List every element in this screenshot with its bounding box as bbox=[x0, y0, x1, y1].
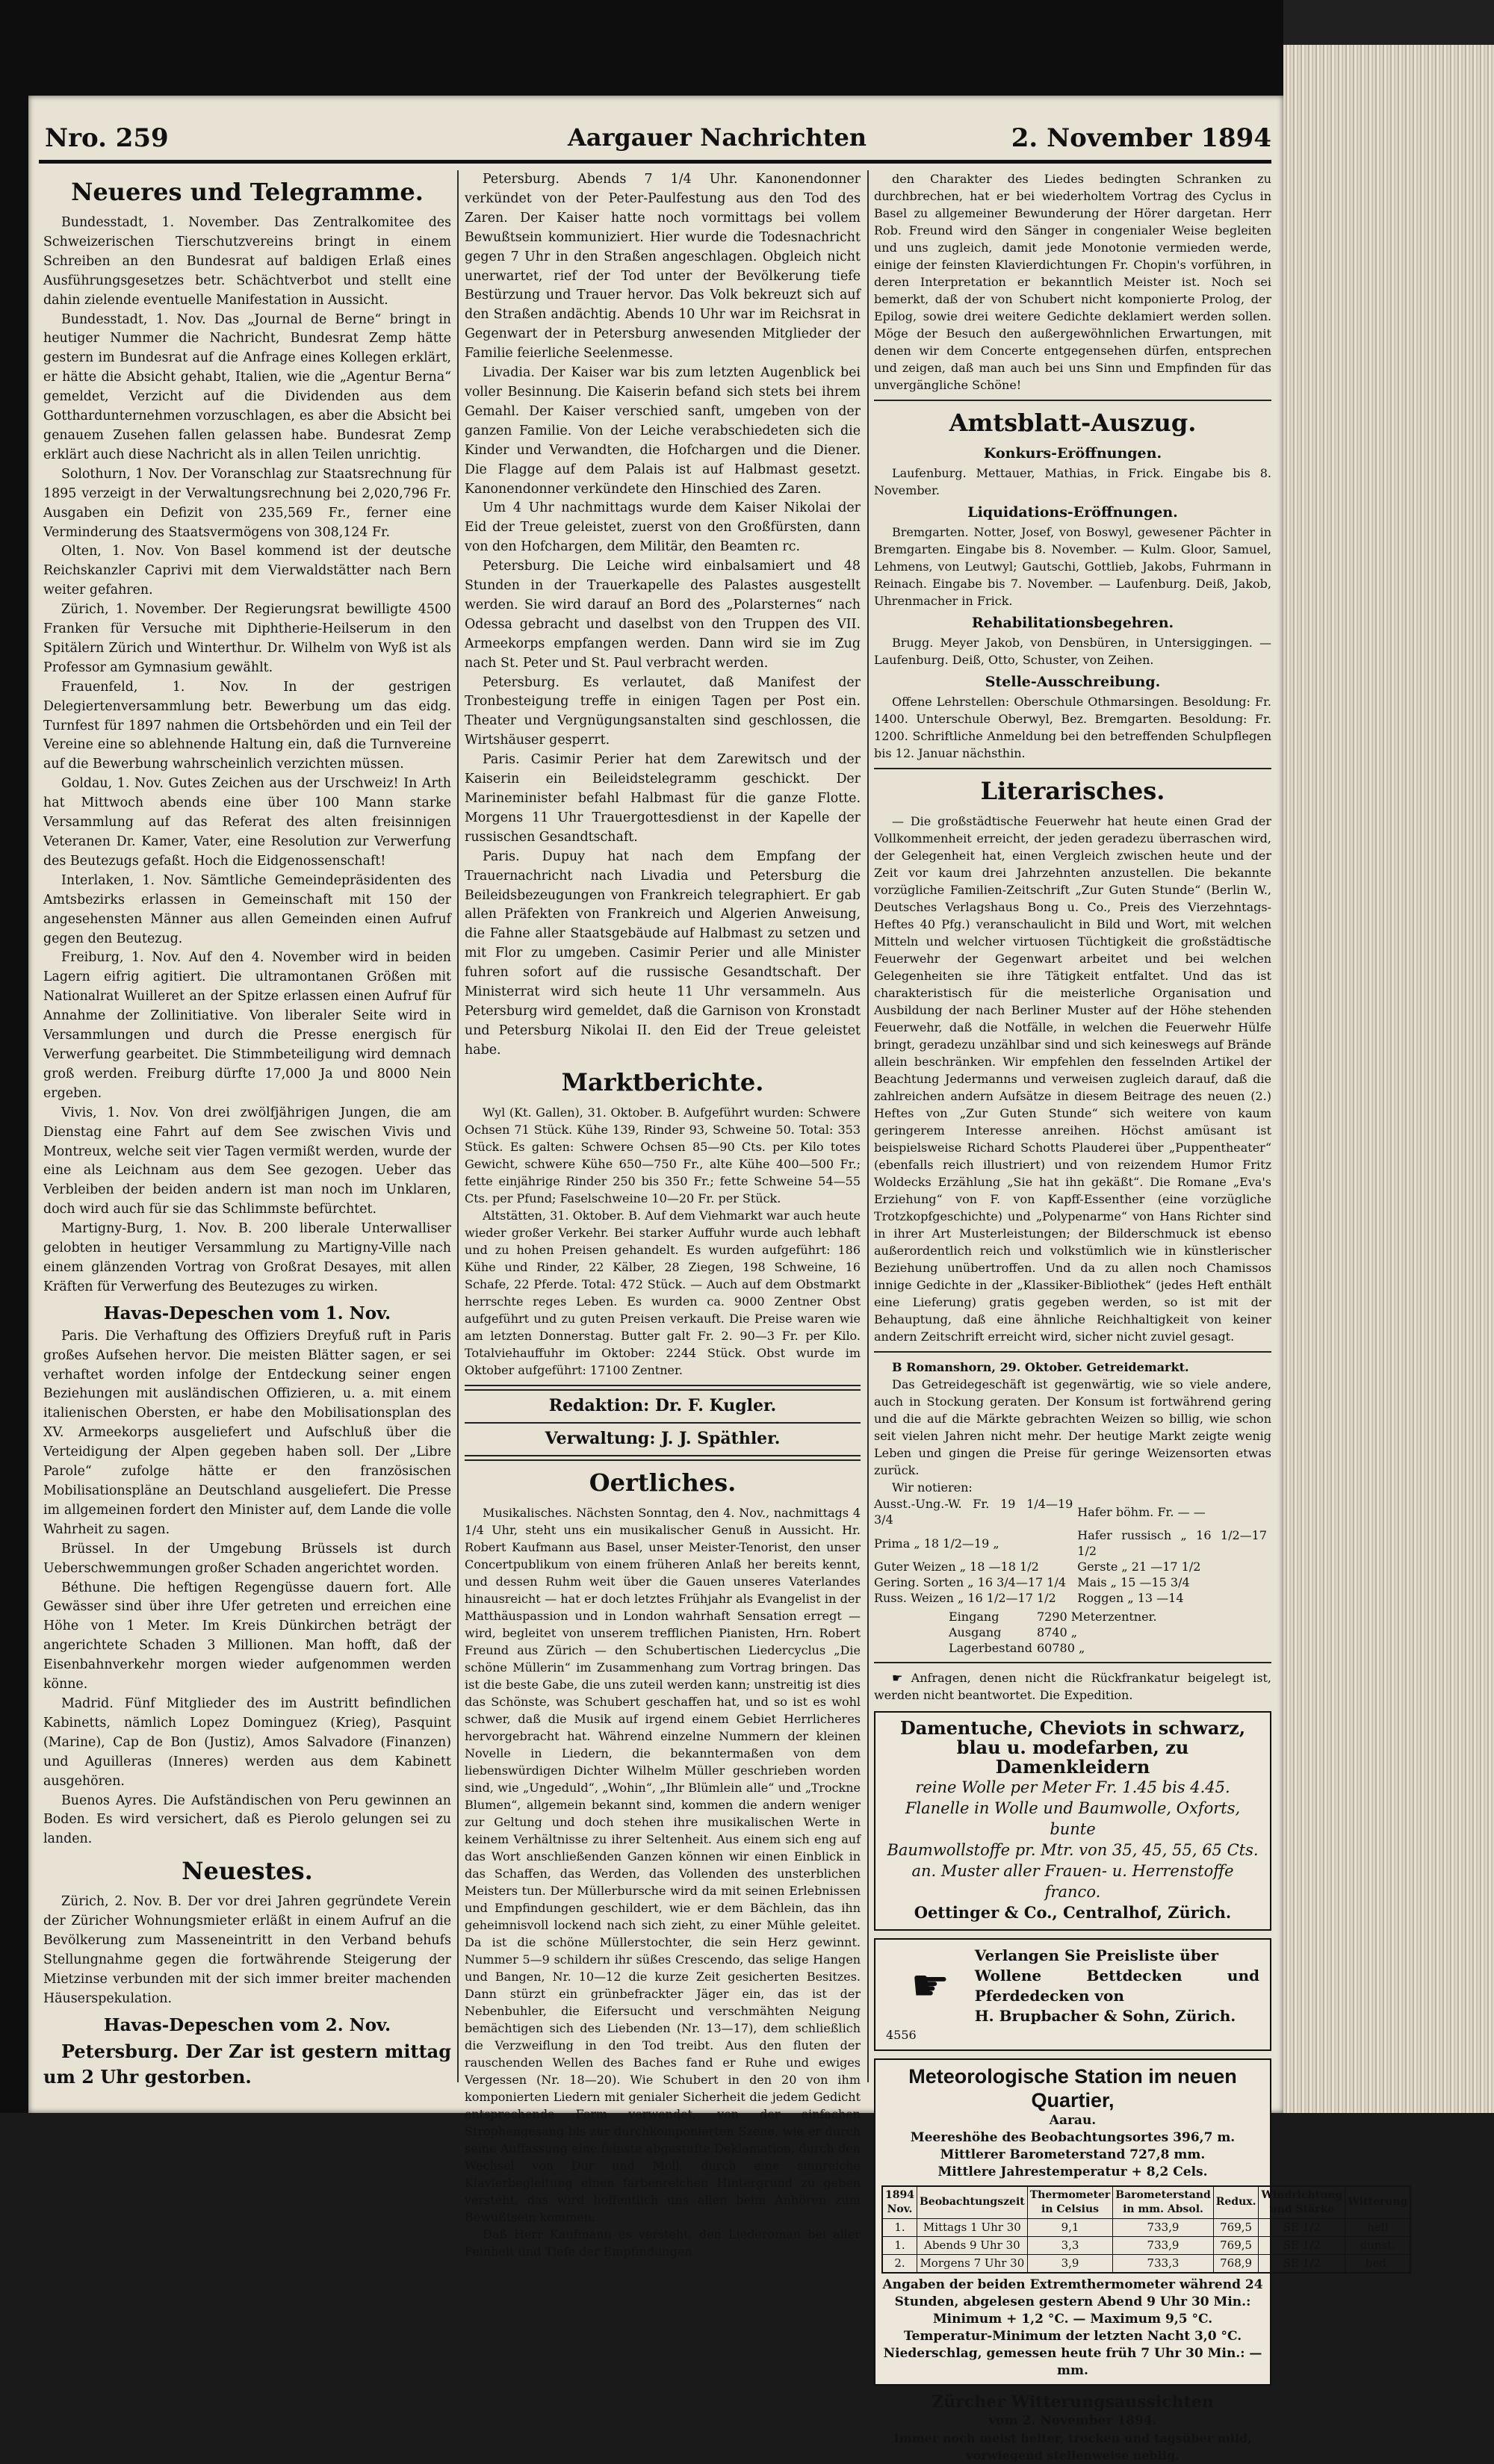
table-row bbox=[874, 1496, 1271, 1527]
station-info: Meereshöhe des Beobachtungsortes 396,7 m. bbox=[910, 2129, 1236, 2145]
subheading: Liquidations-Eröffnungen. bbox=[967, 504, 1178, 521]
market-report: Altstätten, 31. Oktober. B. Auf dem Viehmarkt war auch heute wieder großer Verkehr. Bei starker Auffuhr wurde auch lebhaft und zu hohen Preisen gehandelt. Es wurden aufgeführt: 186 Kühe und Rinder, 22 Kälber, 28 Ziegen, 198 Schweine, 16 Schafe, 22 Pferde. Total: 472 Stück. — Auch auf dem Obstmarkt herrschte reges Leben. Es wurden ca. 9000 Zentner Obst aufgeführt und zu guten Preisen verkauft. Die Preise waren wie am letzten Donnerstag. Butter galt Fr. 2. 90—3 Fr. per Kilo. Totalviehauffuhr im Oktober: 2244 Stück. Obst wurde im Oktober aufgeführt: 17100 Zentner. bbox=[465, 1208, 861, 1377]
forecast-text: Immer noch meist heiter, trocken und tagsüber mild, vorwiegend stellenweise neblig. bbox=[893, 2430, 1252, 2463]
section-heading: Neuestes. bbox=[182, 1857, 313, 1886]
market-note: Wir notieren: bbox=[892, 1480, 973, 1495]
column-header: Thermometer in Celsius bbox=[1027, 2186, 1113, 2219]
notice: Laufenburg. Mettauer, Mathias, in Frick. Eingabe bis 8. November. bbox=[874, 466, 1271, 497]
article-paragraph: Interlaken, 1. Nov. Sämtliche Gemeindepräsidenten des Amtsbezirks erlassen in Gemeinschaft mit 150 der angesehensten Männer aus allen Gemeinden einen Aufruf gegen den Beutezug. bbox=[43, 872, 451, 946]
table-cell: 1. bbox=[882, 2236, 917, 2254]
article-paragraph: Um 4 Uhr nachmittags wurde dem Kaiser Nikolai der Eid der Treue geleistet, zuerst von den Großfürsten, dann von den Hofchargen, dem Militär, den Beamten rc. bbox=[465, 500, 861, 555]
publisher-line: Verwaltung: J. J. Späthler. bbox=[545, 1428, 781, 1448]
night-min: Temperatur-Minimum der letzten Nacht 3,0 °C. bbox=[903, 2328, 1242, 2344]
precipitation: Niederschlag, gemessen heute früh 7 Uhr 30 Min.: — mm. bbox=[883, 2345, 1262, 2378]
extreme-note: Angaben der beiden Extremthermometer während 24 Stunden, abgelesen gestern Abend 9 Uhr 30 Min.: bbox=[882, 2277, 1263, 2309]
table-cell: 768,9 bbox=[1213, 2254, 1259, 2273]
article-paragraph: Martigny-Burg, 1. Nov. B. 200 liberale Unterwalliser gelobten in heutiger Versammlung zu Martigny-Ville nach einem glänzenden Vortrag von Großrat Desayes, mit allen Kräften für Verwerfung des Beutezuges zu wirken. bbox=[43, 1221, 451, 1294]
extreme-values: Minimum + 1,2 °C. — Maximum 9,5 °C. bbox=[932, 2311, 1213, 2327]
article-paragraph: Petersburg. Die Leiche wird einbalsamiert und 48 Stunden in der Trauerkapelle des Palastes ausgestellt werden. Sie wird darauf an Bord des „Polarsternes“ nach Odessa gebracht und daselbst von den Truppen des VII. Armeekorps empfangen werden. Dann wird sie im Zug nach St. Peter und St. Paul verbracht werden. bbox=[465, 559, 861, 671]
article-paragraph: Petersburg. Es verlautet, daß Manifest der Tronbesteigung treffe in einigen Tagen per Post ein. Theater und Vergnügungsanstalten sind geschlossen, die Wirtshäuser gesperrt. bbox=[465, 674, 861, 748]
table-row bbox=[949, 1609, 1162, 1624]
article-paragraph: Solothurn, 1 Nov. Der Voranschlag zur Staatsrechnung für 1895 verzeigt in der Verwaltungsrechnung bei 2,020,796 Fr. Ausgaben ein Defizit von 235,569 Fr., ferner eine Verminderung des Staatsvermögens von 308,124 Fr. bbox=[43, 466, 451, 540]
subheading: Konkurs-Eröffnungen. bbox=[983, 445, 1162, 462]
ad-text bbox=[975, 1946, 1259, 2026]
table-cell: 733,9 bbox=[1113, 2218, 1213, 2236]
issue-date: 2. November 1894 bbox=[1011, 123, 1271, 153]
station-info: Mittlerer Barometerstand 727,8 mm. bbox=[940, 2147, 1206, 2162]
table-row bbox=[874, 1559, 1271, 1574]
table-cell: Ausgang bbox=[949, 1625, 1002, 1639]
divider bbox=[465, 1455, 861, 1461]
table-cell: bed. bbox=[1345, 2254, 1411, 2273]
table-cell: SE 1/2 bbox=[1259, 2254, 1345, 2273]
section-heading: Marktberichte. bbox=[561, 1067, 764, 1096]
forecast-date: vom 2. November 1894. bbox=[988, 2412, 1157, 2428]
table-cell: 60780 „ bbox=[1036, 1641, 1085, 1655]
masthead bbox=[45, 123, 1271, 153]
table-cell: hell bbox=[1345, 2218, 1411, 2236]
notice-text: Anfragen, denen nicht die Rückfrankatur beigelegt ist, werden nicht beantwortet. Die Expedition. bbox=[874, 1671, 1271, 1702]
ad-line: Baumwollstoffe pr. Mtr. von 35, 45, 55, 65 Cts. bbox=[887, 1840, 1259, 1859]
column-header: Redux. bbox=[1213, 2186, 1259, 2219]
ad-title: Damentuche, Cheviots in schwarz, blau u. modefarben, zu Damenkleidern bbox=[899, 1717, 1246, 1778]
ad-advertiser: Oettinger & Co., Centralhof, Zürich. bbox=[914, 1902, 1232, 1922]
divider bbox=[874, 1351, 1271, 1353]
advertisement-textiles bbox=[874, 1711, 1271, 1931]
table-cell: dunst. bbox=[1345, 2236, 1411, 2254]
column-rule bbox=[457, 170, 459, 2082]
ad-line: Verlangen Sie Preisliste über bbox=[974, 1946, 1219, 1964]
article-paragraph: Musikalisches. Nächsten Sonntag, den 4. Nov., nachmittags 4 1/4 Uhr, steht uns ein musikalischer Genuß in Aussicht. Hr. Robert Kaufmann aus Basel, unser Meister-Tenorist, den unser Concertpublikum von einem früheren Anlaß her bereits kennt, und dessen Ruhm weit über die Gauen unseres Vaterlandes hinausreicht — hat er doch letztes Frühjahr als Evangelist in der Matthäuspassion und in London wahrhaft Sensation erregt — wird, begleitet von unserem trefflichen Pianisten, Hrn. Robert Freund aus Zürich — den Schubertischen Liedercyclus „Die schöne Müllerin“ im Zusammenhang zum Vortrag bringen. Das ist die beste Gabe, die uns zuteil werden kann; unstreitig ist dies das Schönste, was Schubert geschaffen hat, und so ist es wohl schwer, daß die Musik auf irgend einem Gebiet Herrlicheres hervorgebracht hat. Während einzelne Nummern der kleinen Novelle in Liedern, die bekanntermaßen von dem liebenswürdigen Dichter Wilhelm Müller geschrieben worden sind, wie „Ungeduld“, „Wohin“, „Ihr Blümlein alle“ und „Trockne Blumen“, allgemein bekannt sind, kommen die andern weniger zur Geltung und doch stehen ihre musikalischen Werte in keinem Verhältnisse zu ihrer Seltenheit. Aus einem sich eng auf das Wort anschließenden Ganzen können wir einen Einblick in das Schaffen, das Werden, das Vollenden des unsterblichen Meisters tun. Der Müllerbursche wird da mit seinen Erlebnissen und Empfindungen geschildert, wie er dem Bächlein, das ihn geheimnisvoll lockend nach sich zieht, zu einer Mühle geleitet. Da ist die schöne Müllerstochter, die sein Herz gewinnt. Nummer 5—9 schildern ihr süßes Crescendo, das selige Hangen und Bangen, Nr. 10—12 die kurze Zeit gesicherten Besitzes. Dann stürzt ein grünbefrackter Jäger ein, das ist der Nebenbuhler, die Eifersucht und verschmähten Neigung bemächtigen sich des Liebenden (Nr. 13—17), dem schließlich die Verzweiflung in den Tod treibt. Aus den fluten der rauschenden Wellen des Baches fand er Ruhe und ewiges Vergessen (Nr. 18—20). Wie Schubert in den 20 von ihm komponierten Liedern mit genialer Sicherheit die jedem Gedicht entsprechende Form verwendet, von der einfachen Strophengesang bis zur durchkomponierten Szene, wie er durch seine Auffassung eine feinste abgestufte Deklamation, durch den Wechsel von Dur und Moll, durch eine sinnreiche Klavierbegleitung einen farbenreichen Hintergrund zu geben versteht, das wird hoffentlich uns allen beim Anhören zum Bewußtsein kommen. bbox=[465, 1505, 861, 2224]
table-cell: Abends 9 Uhr 30 bbox=[917, 2236, 1027, 2254]
headline-news: Petersburg. Der Zar ist gestern mittag um 2 Uhr gestorben. bbox=[43, 2040, 451, 2088]
issue-number: Nro. 259 bbox=[45, 123, 169, 153]
article-paragraph: Paris. Dupuy hat nach dem Empfang der Trauernachricht nach Livadia und Petersburg die Beileidsbezeugungen von Frankreich telegraphiert. Er gab allen Präfekten von Frankreich und Algerien Anweisung, die Fahne aller Staatsgebäude auf Halbmast zu setzen und mit Flor zu umgeben. Casimir Perier und alle Minister fuhren sofort auf die russische Gesandtschaft. Der Ministerrat wird sich heute 11 Uhr versammeln. Aus Petersburg wird gemeldet, daß die Garnison von Kronstadt und Petersburg Nikolai II. den Eid der Treue geleistet habe. bbox=[465, 848, 861, 1058]
article-paragraph: Paris. Die Verhaftung des Offiziers Dreyfuß ruft in Paris großes Aufsehen hervor. Die meisten Blätter sagen, er sei verhaftet worden infolge der Entdeckung seiner engen Beziehungen mit ausländischen Offizieren, u. a. mit einem italienischen Obersten, er habe den Mobilisationsplan des XV. Armeekorps ausgeliefert und Aufschluß über die Verteidigung der Alpen gegeben haben soll. Der „Libre Parole“ zufolge hätte er den französischen Mobilisationspläne an Deutschland ausgeliefert. Die Presse im allgemeinen fordert den Minister auf, dem Lande die volle Wahrheit zu sagen. bbox=[43, 1328, 451, 1537]
article-paragraph: Daß Herr Kaufmann es versteht, den Liederoman bei aller Feinheit und Tiefe der Empfindungen bbox=[465, 2226, 861, 2259]
column-rule bbox=[867, 170, 869, 2082]
table-cell: 3,3 bbox=[1027, 2236, 1113, 2254]
editor-line: Redaktion: Dr. F. Kugler. bbox=[548, 1395, 777, 1415]
column-header: Witterung bbox=[1345, 2186, 1411, 2219]
advertisement-blankets bbox=[874, 1938, 1271, 2051]
market-report: Das Getreidegeschäft ist gegenwärtig, wie so viele andere, auch in Stockung geraten. Der Konsum ist fortwährend gering und die auf die Märkte gebrachten Weizen so billig, wie schon seit vielen Jahren nicht mehr. Der heutige Markt zeigte wenig Leben und gingen die Preise für geringe Weizensorten etwas zurück. bbox=[874, 1377, 1271, 1477]
table-cell: SE 1/2 bbox=[1259, 2236, 1345, 2254]
article-paragraph: Goldau, 1. Nov. Gutes Zeichen aus der Urschweiz! In Arth hat Mittwoch abends eine über 100 Mann starke Versammlung auf das Referat des alten freisinnigen Veteranen Dr. Kamer, Vater, eine Resolution zur Verwerfung des Beutezugs gefaßt. Hoch die Eidgenossenschaft! bbox=[43, 776, 451, 869]
table-cell: SE 1/2 bbox=[1259, 2218, 1345, 2236]
notice: Bremgarten. Notter, Josef, von Boswyl, gewesener Pächter in Bremgarten. Eingabe bis 8. November. — Kulm. Gloor, Samuel, Lehmens, von Leutwyl; Gautschi, Gottlieb, Jakobs, Fuhrmann in Reinach. Eingabe bis 7. November. — Laufenburg. Deiß, Jakob, Uhrenmacher in Frick. bbox=[874, 525, 1271, 608]
weather-station-box bbox=[874, 2058, 1408, 2386]
page-edge-stack bbox=[1283, 45, 1494, 2113]
station-title: Meteorologische Station im neuen Quartier, bbox=[908, 2064, 1237, 2111]
masthead-rule bbox=[39, 160, 1271, 164]
table-row bbox=[882, 2254, 1410, 2273]
ad-line: an. Muster aller Frauen- u. Herrenstoffe franco. bbox=[911, 1861, 1234, 1901]
stock-table bbox=[949, 1609, 1162, 1656]
section-heading: Amtsblatt-Auszug. bbox=[949, 409, 1197, 437]
table-row bbox=[882, 2236, 1410, 2254]
table-cell: Roggen „ 13 —14 bbox=[1077, 1591, 1184, 1605]
article-paragraph: — Die großstädtische Feuerwehr hat heute einen Grad der Vollkommenheit erreicht, der jeden geradezu überraschen wird, der Gelegenheit hat, einen Vergleich zwischen heute und der Zeit vor kaum drei Jahrzehnten anzustellen. Die bekannte vorzügliche Familien-Zeitschrift „Zur Guten Stunde“ (Berlin W., Deutsches Verlagshaus Bong u. Co., Preis des Vierzehntags-Heftes 40 Pfg.) veranschaulicht in Bild und Wort, mit welchen Mitteln und welcher virtuosen Tüchtigkeit die großstädtische Feuerwehr der Gegenwart arbeitet und bei welchen Gelegenheiten sie ihre Tätigkeit entfaltet. Und das ist charakteristisch für die meisterliche Organisation und Ausbildung der nach Berliner Muster auf der Höhe stehenden Feuerwehr, daß die Notfälle, in welchen die Feuerwehr Hülfe bringt, geradezu unzählbar sind und sich keineswegs auf Brände allein beschränken. Wir empfehlen den fesselnden Artikel der Beachtung Jedermanns und verweisen zugleich darauf, daß die zahlreichen andern Aufsätze in diesem Beitrage des neuen (2.) Heftes von „Zur Guten Stunde“ sich weitere von kaum geringerem Interesse anreihen. Höchst amüsant ist beispielsweise Richard Schotts Plauderei über „Puppentheater“ (ebenfalls reich illustriert) und von reizendem Humor Fritz Woldecks Erzählung „Sie hat ihn gekäßt“. Die Romane „Eva's Erziehung“ von F. von Kapff-Essenther (eine vorzügliche Trotzkopfgeschichte) und „Polypenarme“ von Hans Richter sind in ihrer Art Musterleistungen; der Bilderschmuck ist ebenso außerordentlich reich und volkstümlich wie in künstlerischer Beziehung unübertroffen. Und da zu allen noch Chamissos innige Gedichte in der „Klassiker-Bibliothek“ (jedes Heft enthält eine Lieferung) gratis gegeben werden, so ist mit der Behauptung, daß eine ähnliche Reichhaltigkeit von keiner andern Zeitschrift erreicht wird, sicher nicht zuviel gesagt. bbox=[874, 814, 1271, 1344]
table-cell: 1. bbox=[882, 2218, 917, 2236]
subheading: Stelle-Ausschreibung. bbox=[985, 674, 1161, 690]
table-cell: 2. bbox=[882, 2254, 917, 2273]
table-cell: Lagerbestand bbox=[949, 1641, 1032, 1655]
notice: Offene Lehrstellen: Oberschule Othmarsingen. Besoldung: Fr. 1400. Unterschule Oberwyl, Bez. Bremgarten. Besoldung: Fr. 1200. Schriftliche Anmeldung bei den betreffenden Schulpflegen bis 12. Januar nächsthin. bbox=[874, 695, 1271, 760]
table-cell: Mais „ 15 —15 3/4 bbox=[1077, 1575, 1190, 1589]
table-cell: Gerste „ 21 —17 1/2 bbox=[1077, 1560, 1201, 1574]
article-paragraph: Brüssel. In der Umgebung Brüssels ist durch Ueberschwemmungen großer Schaden angerichtet worden. bbox=[43, 1541, 451, 1576]
article-paragraph: Olten, 1. Nov. Von Basel kommend ist der deutsche Reichskanzler Caprivi mit dem Vierwaldstätter nach Bern weiter gefahren. bbox=[43, 544, 451, 598]
table-cell: 8740 „ bbox=[1036, 1625, 1078, 1639]
table-cell: 9,1 bbox=[1027, 2218, 1113, 2236]
article-paragraph: Madrid. Fünf Mitglieder des im Austritt befindlichen Kabinetts, nämlich Lopez Dominguez (Krieg), Pasquint (Marine), Cap de Bon (Justiz), Amos Salvadore (Finanzen) und Aguilleras (Inneres) werden aus dem Kabinett ausgehören. bbox=[43, 1695, 451, 1789]
article-paragraph: Paris. Casimir Perier hat dem Zarewitsch und der Kaiserin ein Beileidstelegramm geschickt. Der Marineminister befahl Halbmast für die ganze Flotte. Morgens 11 Uhr Trauergottesdienst in der Kapelle der russischen Gesandtschaft. bbox=[465, 752, 861, 845]
table-row bbox=[949, 1640, 1162, 1656]
column-header: Windrichtung und Stärke bbox=[1259, 2186, 1345, 2219]
column-1 bbox=[43, 170, 451, 2090]
article-paragraph: Freiburg, 1. Nov. Auf den 4. November wird in beiden Lagern eifrig agitiert. Die ultramontanen Größen mit Nationalrat Wuilleret an der Spitze erlassen einen Aufruf für Annahme der Zollinitiative. Von liberaler Seite wird in Versammlungen und durch die Presse energisch für Verwerfung gearbeitet. Die Stimmbeteiligung wird demnach groß werden. Freiburg dürfte 17,000 Ja und 8000 Nein ergeben. bbox=[43, 950, 451, 1101]
divider bbox=[465, 1385, 861, 1391]
station-place: Aarau. bbox=[1049, 2112, 1097, 2128]
ad-body bbox=[886, 1946, 1259, 2026]
divider bbox=[874, 1662, 1271, 1663]
forecast-title: Zürcher Witterungsaussichten bbox=[932, 2392, 1214, 2412]
pointing-hand-icon: ☛ bbox=[911, 1959, 950, 2011]
table-cell: Russ. Weizen „ 16 1/2—17 1/2 bbox=[874, 1591, 1056, 1605]
paper-title: Aargauer Nachrichten bbox=[568, 123, 867, 152]
table-row bbox=[882, 2218, 1410, 2236]
article-paragraph: Béthune. Die heftigen Regengüsse dauern fort. Alle Gewässer sind über ihre Ufer getreten und erreichen eine Höhe von 1 Meter. Im Kreis Dünkirchen beträgt der angerichtete Schaden 3 Millionen. Man hofft, daß der Eisenbahnverkehr morgen wieder aufgenommen werden könne. bbox=[43, 1580, 451, 1692]
table-cell: Morgens 7 Uhr 30 bbox=[917, 2254, 1027, 2273]
table-cell: Hafer russisch „ 16 1/2—17 1/2 bbox=[1077, 1528, 1267, 1558]
ad-number: 4556 bbox=[886, 2027, 917, 2042]
column-3 bbox=[874, 170, 1408, 2464]
section-heading: Neueres und Telegramme. bbox=[71, 178, 424, 206]
article-paragraph: Petersburg. Abends 7 1/4 Uhr. Kanonendonner verkündet von der Peter-Paulfestung aus den Tod des Zaren. Der Kaiser hatte noch vormittags bei vollem Bewußtsein kommuniziert. Hier wurde die Todesnachricht gegen 7 Uhr in den Straßen angeschlagen. Obgleich nicht unerwartet, rief der Tod unter der Bevölkerung tiefe Bestürzung und Trauer hervor. Das Volk bekreuzt sich auf den Straßen andächtig. Abends 10 Uhr war im Reichsrat in Gegenwart der in Petersburg anwesenden Mitglieder der Familie feierliche Seelenmesse. bbox=[465, 172, 861, 361]
article-paragraph: Frauenfeld, 1. Nov. In der gestrigen Delegiertenversammlung betr. Bewerbung um das eidg. Turnfest für 1897 nahmen die Ortsbehörden und ein Teil der Vereine eine so ablehnende Haltung ein, daß die Turnvereine auf die Bewerbung wahrscheinlich verzichten müssen. bbox=[43, 679, 451, 772]
notice: Brugg. Meyer Jakob, von Densbüren, in Untersiggingen. — Laufenburg. Deiß, Otto, Schuster, von Zeihen. bbox=[874, 636, 1271, 667]
pointing-hand-icon: ☛ bbox=[892, 1671, 911, 1685]
table-cell: Prima „ 18 1/2—19 „ bbox=[874, 1536, 999, 1551]
table-row bbox=[874, 1590, 1271, 1606]
subheading: Rehabilitationsbegehren. bbox=[971, 615, 1174, 631]
table-cell: 7290 Meterzentner. bbox=[1036, 1610, 1157, 1624]
station-info: Mittlere Jahrestemperatur + 8,2 Cels. bbox=[937, 2164, 1208, 2179]
ad-line: Wollene Bettdecken und Pferdedecken von bbox=[974, 1966, 1259, 2005]
table-cell: Mittags 1 Uhr 30 bbox=[917, 2218, 1027, 2236]
column-header: Barometerstand in mm. Absol. bbox=[1113, 2186, 1213, 2219]
divider bbox=[465, 1422, 861, 1424]
ad-line: Flanelle in Wolle und Baumwolle, Oxforts, bunte bbox=[905, 1799, 1241, 1838]
table-header-row bbox=[882, 2186, 1410, 2219]
table-row bbox=[949, 1624, 1162, 1640]
ad-line: reine Wolle per Meter Fr. 1.45 bis 4.45. bbox=[915, 1778, 1230, 1796]
table-cell: Guter Weizen „ 18 —18 1/2 bbox=[874, 1560, 1039, 1574]
notice bbox=[874, 1669, 1271, 1704]
scan-border bbox=[1283, 0, 1494, 45]
section-heading: Literarisches. bbox=[980, 777, 1165, 805]
column-header: 1894 Nov. bbox=[882, 2186, 917, 2219]
article-paragraph: Zürich, 2. Nov. B. Der vor drei Jahren gegründete Verein der Züricher Wohnungsmieter erläßt in einem Aufruf an die Bevölkerung zum Masseneintritt in den Verband behufs Stellungnahme gegen die fortwährende Steigerung der Mietzinse verbunden mit der sich immer breiter machenden Häuserspekulation. bbox=[43, 1894, 451, 2006]
ad-line: H. Brupbacher & Sohn, Zürich. bbox=[974, 2006, 1236, 2025]
divider bbox=[874, 768, 1271, 769]
article-paragraph: Bundesstadt, 1. Nov. Das „Journal de Berne“ bringt in heutiger Nummer die Nachricht, Bundesrat Zemp hätte gestern im Bundesrat auf die Anfrage eines Kollegen erklärt, er hätte die Absicht gehabt, Italien, wie die „Agentur Berna“ gemeldet, Verzicht auf die Dividenden aus dem Gotthardunternehmen vorzuschlagen, es aber die Absicht bei genauem Zusehen fallen gelassen habe. Bundesrat Zemp erklärt auch diese Nachricht als in allen Teilen unrichtig. bbox=[43, 311, 451, 462]
table-row bbox=[874, 1574, 1271, 1590]
article-paragraph: Livadia. Der Kaiser war bis zum letzten Augenblick bei voller Besinnung. Die Kaiserin befand sich stets bei ihrem Gemahl. Der Kaiser verschied sanft, umgeben von der ganzen Familie. Von der Leiche verabschiedeten sich die Kinder und Verwandten, die Hofchargen und die Diener. Die Flagge auf dem Palais ist auf Halbmast gesetzt. Kanonendonner verkündete den Hinschied des Zaren. bbox=[465, 365, 861, 497]
market-heading: B Romanshorn, 29. Oktober. Getreidemarkt. bbox=[892, 1360, 1189, 1374]
table-cell: 733,9 bbox=[1113, 2236, 1213, 2254]
article-paragraph: Zürich, 1. November. Der Regierungsrat bewilligte 4500 Franken für Versuche mit Diphtherie-Heilserum in den Spitälern Zürich und Winterthur. Dr. Wilhelm von Wyß ist als Professor am Gymnasium gewählt. bbox=[43, 602, 451, 675]
table-cell: 3,9 bbox=[1027, 2254, 1113, 2273]
column-2 bbox=[465, 170, 861, 2260]
divider bbox=[874, 400, 1271, 401]
section-heading: Oertliches. bbox=[589, 1468, 737, 1497]
table-cell: 769,5 bbox=[1213, 2236, 1259, 2254]
table-cell: Eingang bbox=[949, 1610, 999, 1624]
column-header: Beobachtungszeit bbox=[917, 2186, 1027, 2219]
table-cell: Ausst.-Ung.-W. Fr. 19 1/4—19 3/4 bbox=[874, 1497, 1073, 1527]
article-paragraph: den Charakter des Liedes bedingten Schranken zu durchbrechen, hat er bei wiederholtem Vortrag des Cyclus in Basel zu allgemeiner Bewunderung der Hörer dargetan. Herr Rob. Freund wird den Sänger in congenialer Weise begleiten und uns zugleich, damit jede Monotonie vermieden werde, einige der feinsten Klavierdichtungen Fr. Chopin's vorführen, in deren Interpretation er bekanntlich Meister ist. Noch sei bemerkt, daß der von Schubert nicht komponierte Prolog, der Epilog, sowie drei weitere Gedichte deklamiert werden sollen. Möge der Besuch den außergewöhnlichen Erwartungen, mit denen wir dem Concerte entgegensehen dürfen, entsprechen und zeigen, daß man auch bei uns Sinn und Empfinden für das unvergängliche Schöne! bbox=[874, 172, 1271, 392]
subheading: Havas-Depeschen vom 1. Nov. bbox=[103, 1303, 391, 1323]
table-cell: Hafer böhm. Fr. — — bbox=[1077, 1504, 1206, 1519]
article-paragraph: Bundesstadt, 1. November. Das Zentralkomitee des Schweizerischen Tierschutzvereins bringt in einem Schreiben an den Bundesrat auf baldigen Erlaß eines Ausführungsgesetzes betr. Schächtverbot und stellt eine dahin zielende eventuelle Manifestation in Aussicht. bbox=[43, 215, 451, 308]
table-row bbox=[874, 1527, 1271, 1559]
market-report: Wyl (Kt. Gallen), 31. Oktober. B. Aufgeführt wurden: Schwere Ochsen 71 Stück. Kühe 139, Rinder 93, Schweine 50. Total: 353 Stück. Es galten: Schwere Ochsen 85—90 Cts. per Kilo totes Gewicht, schwere Kühe 650—750 Fr., alte Kühe 400—500 Fr.; fette einjährige Rinder 250 bis 350 Fr.; fette Schweine 54—55 Cts. per Pfund; Faselschweine 10—20 Fr. per Stück. bbox=[465, 1105, 861, 1205]
subheading: Havas-Depeschen vom 2. Nov. bbox=[103, 2014, 391, 2035]
article-paragraph: Buenos Ayres. Die Aufständischen von Peru gewinnen an Boden. Es wird versichert, daß es Pierolo gelungen sei zu landen. bbox=[43, 1793, 451, 1847]
price-table bbox=[874, 1496, 1271, 1606]
weather-table bbox=[881, 2185, 1411, 2274]
table-cell: 769,5 bbox=[1213, 2218, 1259, 2236]
table-cell: Gering. Sorten „ 16 3/4—17 1/4 bbox=[874, 1575, 1067, 1589]
article-paragraph: Vivis, 1. Nov. Von drei zwölfjährigen Jungen, die am Dienstag eine Fahrt auf dem See zwischen Vivis und Montreux, welche seit vier Tagen vermißt werden, wurde der eine als Leichnam aus dem See gezogen. Ueber das Verbleiben der beiden andern ist man noch im Unklaren, doch wird auch für sie das Schlimmste befürchtet. bbox=[43, 1105, 451, 1217]
table-cell: 733,3 bbox=[1113, 2254, 1213, 2273]
